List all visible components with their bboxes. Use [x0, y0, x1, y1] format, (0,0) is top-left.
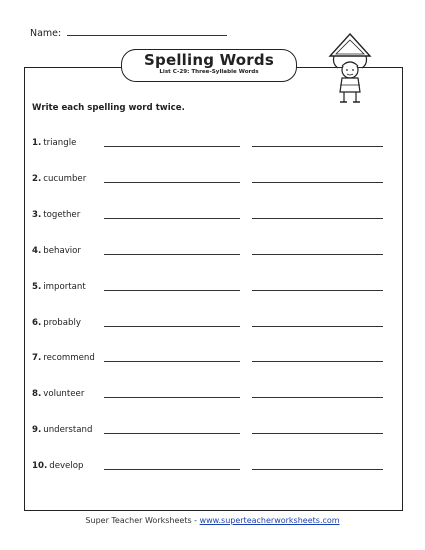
page-subtitle: List C-29: Three-Syllable Words: [159, 69, 259, 75]
write-line-1[interactable]: [104, 397, 240, 398]
word-row: [32, 138, 392, 152]
instructions: Write each spelling word twice.: [32, 103, 185, 113]
word-number: 6.: [32, 317, 42, 328]
write-line-2[interactable]: [252, 397, 383, 398]
write-line-2[interactable]: [252, 433, 383, 434]
word-text: behavior: [43, 245, 81, 256]
write-line-1[interactable]: [104, 182, 240, 183]
word-row: [32, 318, 392, 332]
footer-link[interactable]: www.superteacherworksheets.com: [199, 516, 340, 525]
write-line-1[interactable]: [104, 361, 240, 362]
write-line-2[interactable]: [252, 218, 383, 219]
word-text: probably: [43, 317, 81, 328]
write-line-2[interactable]: [252, 146, 383, 147]
word-number: 4.: [32, 245, 42, 256]
write-line-1[interactable]: [104, 218, 240, 219]
word-text: develop: [49, 461, 84, 472]
word-number: 8.: [32, 389, 42, 400]
word-row: [32, 210, 392, 224]
title-box: [121, 49, 297, 82]
write-line-2[interactable]: [252, 182, 383, 183]
write-line-1[interactable]: [104, 254, 240, 255]
write-line-2[interactable]: [252, 254, 383, 255]
word-number: 2.: [32, 173, 42, 184]
word-number: 3.: [32, 209, 42, 220]
write-line-2[interactable]: [252, 469, 383, 470]
word-text: understand: [43, 425, 93, 436]
word-text: together: [43, 209, 81, 220]
word-text: triangle: [43, 138, 77, 148]
word-row: [32, 282, 392, 296]
write-line-1[interactable]: [104, 146, 240, 147]
word-text: volunteer: [43, 389, 85, 400]
word-row: [32, 425, 392, 439]
word-number: 9.: [32, 425, 42, 436]
word-row: [32, 389, 392, 403]
write-line-1[interactable]: [104, 326, 240, 327]
word-number: 1.: [32, 138, 42, 148]
word-text: important: [43, 281, 86, 292]
name-field-row: [30, 27, 227, 39]
word-row: [32, 174, 392, 188]
word-number: 7.: [32, 353, 42, 364]
word-row: [32, 461, 392, 475]
word-number: 10.: [32, 461, 48, 472]
footer-text: Super Teacher Worksheets -: [85, 516, 200, 525]
word-row: [32, 246, 392, 260]
write-line-2[interactable]: [252, 361, 383, 362]
write-line-2[interactable]: [252, 326, 383, 327]
word-row: [32, 353, 392, 367]
footer: [0, 516, 425, 525]
kid-holding-triangle-icon: [322, 32, 378, 106]
name-label: Name:: [30, 28, 62, 39]
word-number: 5.: [32, 281, 42, 292]
page-title: Spelling Words: [144, 51, 274, 69]
write-line-1[interactable]: [104, 433, 240, 434]
word-text: cucumber: [43, 173, 87, 184]
word-text: recommend: [43, 353, 95, 364]
write-line-1[interactable]: [104, 290, 240, 291]
name-input-line[interactable]: [67, 27, 227, 36]
write-line-1[interactable]: [104, 469, 240, 470]
write-line-2[interactable]: [252, 290, 383, 291]
